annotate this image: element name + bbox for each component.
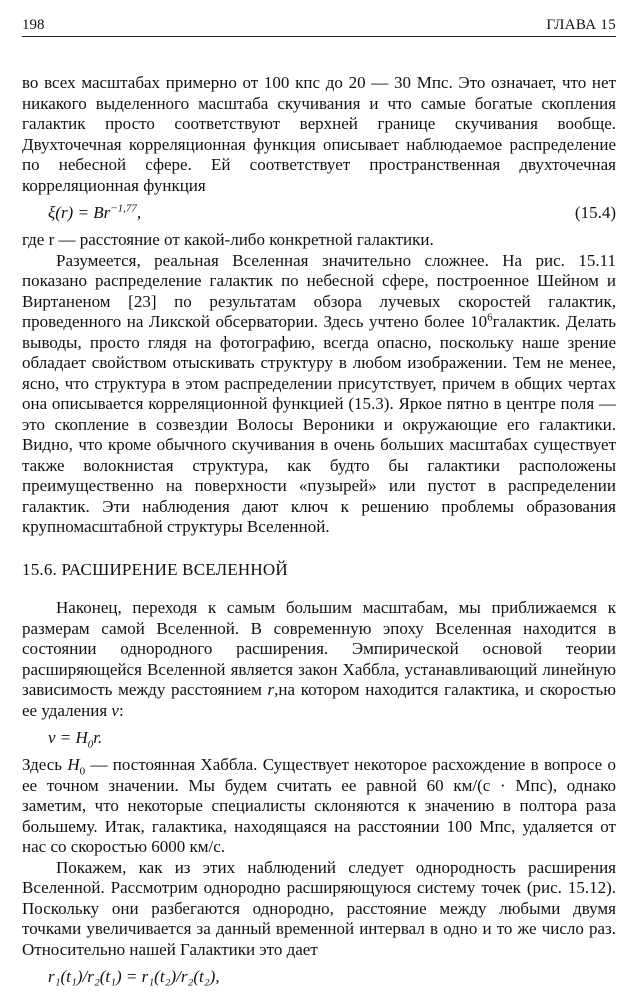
paragraph: Покажем, как из этих наблюдений следует однородность расширения Вселенной. Рассмотрим однородно расширяющуюся систему точек (рис. 15.12). Поскольку они разбегаются однородно, расстояние между любыми двумя точками увеличивается за данный временной интервал в одно и то же число раз. Относительно нашей Галактики это дает [22,857,616,959]
equation-body: $v = H_0r$. [48,728,103,751]
paragraph: где r — расстояние от какой-либо конкретной галактики. [22,230,434,249]
equation-body: $\xi(r) = Br^{-1,77}$, [48,202,142,222]
text-block-bottom [22,598,616,994]
equation-15-4 [22,196,616,230]
section-heading: 15.6. РАСШИРЕНИЕ ВСЕЛЕННОЙ [22,560,288,579]
equation-body: r₁(t₁)/r₂(t₁) = r₁(t₂)/r₂(t₂), [48,967,220,986]
paragraph: Разумеется, реальная Вселенная значительно сложнее. На рис. 15.11 показано распределение галактик по небесной сфере, построенное Шейном и Виртаненом [23] по результатам обзора лучевых скоростей галактик, проведенного на Ликской обсерватории. Здесь учтено более $10^6галактик$. Делать выводы, просто глядя на фотографию, всегда опасно, поскольку наше зрение обладает свойством отыскивать структуру в любом изображении. Тем не менее, ясно, что структура в этом распределении присутствует, причем в общих чертах она описывается корреляционной функцией (15.3). Яркое пятно в центре поля — это скопление в созвездии Волосы Вероники и окружающие его галактики. Видно, что кроме обычного скучивания в очень больших масштабах существует также волокнистая структура, как будто бы галактики расположены преимущественно на поверхности «пузырей» или пустот в распределении галактик. Эти наблюдения дают ключ к решению проблемы образования крупномасштабной структуры Вселенной. [22,250,617,536]
paragraph: Здесь $H_0$ — постоянная Хаббла. Существует некоторое расхождение в вопросе о ее точном значении. Мы будем считать ее равной 60 км/(с · Мпс), однако заметим, что некоторые специалисты склоняются к значению в полтора раза большему. Итак, галактика, находящаяся на расстоянии 100 Мпс, удаляется от нас со скоростью 6000 км/с. [22,755,616,856]
paragraph: во всех масштабах примерно от 100 кпс до 20 — 30 Мпс. Это означает, что нет никакого выделенного масштаба скучивания и что самые богатые скопления галактик просто соответствуют верхней границе скучивания вообще. Двухточечная корреляционная функция описывает наблюдаемое распределение по небесной сфере. Ей соответствует пространственная двухточечная корреляционная функция [22,73,616,195]
chapter-title: ГЛАВА 15 [546,17,616,33]
equation-ratio [22,960,616,994]
equation-number: (15.4) [574,203,616,222]
paragraph: Наконец, переходя к самым большим масштабам, мы приближаемся к размерам самой Вселенной. В современную эпоху Вселенная находится в состоянии однородного расширения. Эмпирической основой теории расширяющейся Вселенной является закон Хаббла, устанавливающий линейную зависимость между расстоянием r,на котором находится галактика, и скоростью ее удаления v: [22,598,616,720]
running-head [22,14,616,37]
text-block-top [22,73,616,538]
page-number: 198 [22,17,45,33]
equation-hubble [22,721,616,755]
